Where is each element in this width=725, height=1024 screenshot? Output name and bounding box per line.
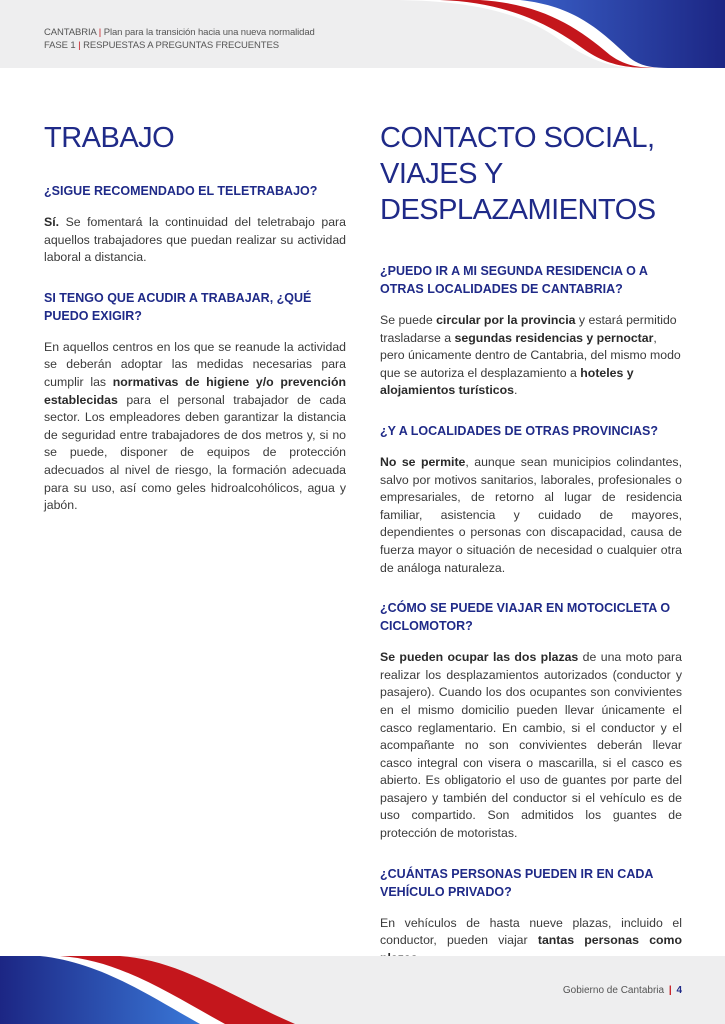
header-separator: | [98, 27, 102, 38]
page-header [0, 0, 725, 68]
section-title-trabajo: TRABAJO [44, 122, 175, 154]
answer-emphasis: segundas residencias y pernoctar [454, 330, 654, 345]
header-line-1 [44, 26, 315, 39]
answer-otras-provincias [380, 454, 682, 577]
answer-emphasis: circular por la provincia [436, 313, 576, 327]
answer-emphasis: Se pueden ocupar las dos plazas [380, 650, 579, 665]
answer-text: de una moto para realizar los desplazamientos autorizados (conductor y pasajero). Cuando los dos ocupantes son convivientes en el mismo domicilio pueden llevar únicamente el casco reglamentario. En cambio, si el conductor y el acompañante no son convivientes deberán llevar casco integral con visera o mascarilla, si el casco es abierto. Es obligatorio el uso de guantes por parte del pasajero y también del conductor si el vehículo es de uso compartido. Son admitidos los guantes de protección de motoristas. [380, 650, 682, 841]
footer-text [563, 985, 682, 996]
answer-motocicleta [380, 649, 682, 843]
header-section: RESPUESTAS A PREGUNTAS FRECUENTES [83, 40, 279, 51]
header-plan-title: Plan para la transición hacia una nueva normalidad [103, 27, 315, 38]
answer-acudir-trabajar [44, 339, 346, 515]
question-acudir-trabajar: SI TENGO QUE ACUDIR A TRABAJAR, ¿QUÉ PUEDO EXIGIR? [44, 290, 312, 323]
answer-text: En aquellos centros en los que se reanude la actividad se deberán adoptar las medidas necesarias para cumplir las [44, 339, 346, 389]
answer-emphasis: normativas de higiene y/o prevención establecidas [44, 374, 346, 407]
answer-text: y estará permitido trasladarse a [380, 313, 677, 345]
answer-text: Se fomentará la continuidad del teletrabajo para aquellos trabajadores que puedan realizar su actividad laboral a distancia. [44, 215, 346, 265]
page-number: 4 [676, 985, 682, 996]
question-motocicleta: ¿CÓMO SE PUEDE VIAJAR EN MOTOCICLETA O CICLOMOTOR? [380, 601, 671, 634]
answer-text: En vehículos de hasta nueve plazas, incluido el conductor, pueden viajar [380, 915, 682, 948]
header-line-2 [44, 39, 315, 52]
header-text [44, 26, 315, 52]
left-column [44, 120, 346, 537]
question-segunda-residencia: ¿PUEDO IR A MI SEGUNDA RESIDENCIA O A OTRAS LOCALIDADES DE CANTABRIA? [380, 264, 648, 296]
question-otras-provincias: ¿Y A LOCALIDADES DE OTRAS PROVINCIAS? [380, 423, 659, 438]
header-org: CANTABRIA [44, 27, 97, 38]
answer-segunda-residencia [380, 312, 682, 400]
answer-text: para el personal trabajador de cada sector. Los empleadores deben garantizar la distancia de seguridad entre trabajadores de dos metros y, si no se puede, disponer de equipos de protección adecuados al nivel de riesgo, la formación adecuada para su uso, así como geles hidroalcohólicos, agua y jabón. [44, 392, 346, 513]
question-personas-vehiculo: ¿CUÁNTAS PERSONAS PUEDEN IR EN CADA VEHÍCULO PRIVADO? [380, 866, 653, 899]
section-title-contacto-social: CONTACTO SOCIAL, VIAJES Y DESPLAZAMIENTOS [380, 122, 656, 226]
header-phase: FASE 1 [44, 40, 76, 51]
answer-emphasis: tantas personas como [537, 933, 682, 948]
answer-text: . [513, 383, 518, 398]
right-column [380, 120, 682, 989]
answer-text: Se puede [380, 313, 437, 327]
answer-emphasis: hoteles y alojamientos turísticos [380, 365, 634, 398]
answer-teletrabajo [44, 214, 346, 267]
footer-separator: | [668, 985, 672, 996]
page-footer [0, 956, 725, 1024]
question-teletrabajo: ¿SIGUE RECOMENDADO EL TELETRABAJO? [44, 184, 318, 198]
footer-org: Gobierno de Cantabria [562, 985, 665, 996]
answer-text: , pero únicamente dentro de Cantabria, del mismo modo que se autoriza el desplazamiento a [380, 330, 681, 380]
answer-emphasis: Sí. [44, 215, 60, 229]
answer-emphasis: No se permite [380, 454, 466, 469]
answer-text: , aunque sean municipios colindantes, salvo por motivos sanitarios, laborales, profesionales o empresariales, de retorno al lugar de residencia familiar, asistencia y cuidado de mayores, dependientes o personas con discapacidad, causa de fuerza mayor o situación de necesidad o cualquier otra de análoga naturaleza. [380, 454, 682, 575]
header-separator: | [78, 40, 81, 51]
